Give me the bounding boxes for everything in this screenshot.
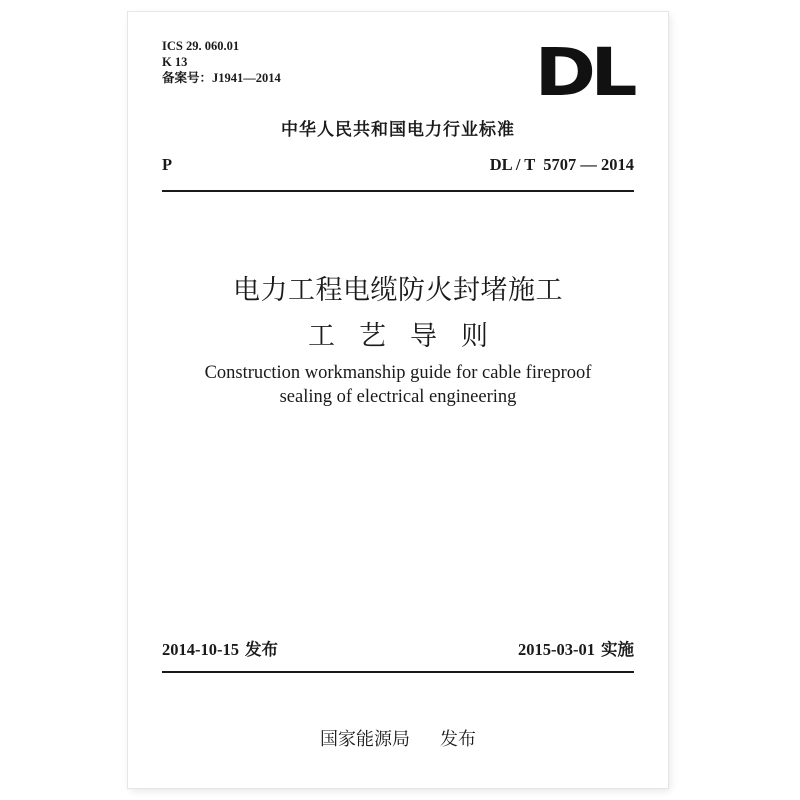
issue-date-group [162,640,278,660]
category-letter: P [162,155,173,174]
standard-number: DL / T 5707 — 2014 [489,155,634,174]
implement-date-group [518,640,634,660]
standard-cover [128,12,668,788]
publisher-label: 发布 [440,729,476,750]
title-english-line-2: sealing of electrical engineering [279,387,517,407]
filing-number: 备案号：J1941—2014 [162,71,281,85]
catalog-metadata [162,38,281,86]
bottom-divider [162,671,634,673]
classification-code: K 13 [162,55,188,69]
publisher-name: 国家能源局 [320,729,410,750]
implement-label: 实施 [601,640,634,659]
title-chinese-line-2: 工艺导则 [308,321,512,352]
dl-logo: DL [534,34,632,111]
title-english-line-1: Construction workmanship guide for cable fireproof [204,363,592,383]
implement-date: 2015-03-01 [518,640,595,659]
issue-date: 2014-10-15 [162,640,239,659]
ics-code: ICS 29. 060.01 [162,39,240,53]
issue-label: 发布 [245,640,278,659]
top-divider [162,190,634,192]
publisher-line [128,725,668,751]
title-chinese-line-1: 电力工程电缆防火封堵施工 [233,275,563,306]
standard-organization: 中华人民共和国电力行业标准 [281,120,515,140]
